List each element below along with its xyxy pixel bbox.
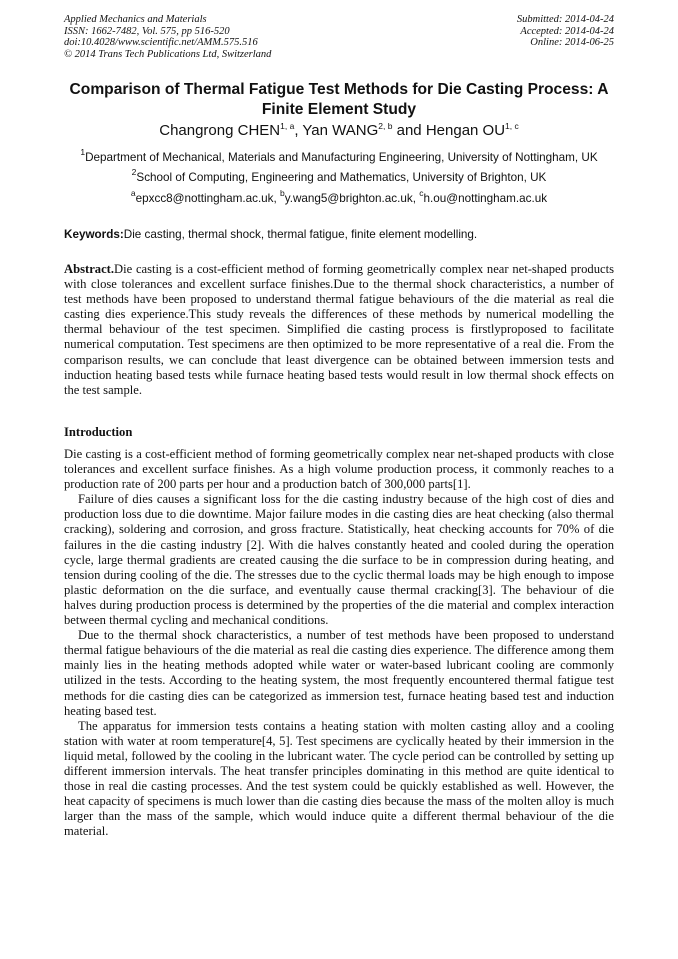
journal-doi: doi:10.4028/www.scientific.net/AMM.575.516 <box>64 37 258 49</box>
author-name: Changrong CHEN <box>159 122 281 139</box>
author-superscript: 1, a <box>280 121 295 131</box>
abstract <box>64 262 614 398</box>
body-paragraph: The apparatus for immersion tests contains a heating station with molten casting alloy and a cooling station with water at room temperature[4, 5]. Test specimens are cyclically heated by their immersion in the liquid metal, followed by the cooling in the lubricant water. The cycle period can be controlled by setting up different immersion intervals. The heat transfer principles dominating in this method are quite identical to those in real die casting processes. And the test system could be quickly established as well. However, the heat capacity of specimens is much lower than die casting dies because the mass of the molten alloy is much larger than the mass of the sample, which would induce quite a different thermal behaviour of the die material. <box>64 718 614 839</box>
author-superscript: 2, b <box>378 121 393 131</box>
journal-copyright: © 2014 Trans Tech Publications Ltd, Switzerland <box>64 48 272 60</box>
abstract-label: Abstract. <box>64 262 115 276</box>
paper-title: Comparison of Thermal Fatigue Test Methods for Die Casting Process: A Finite Element Study <box>69 81 609 118</box>
abstract-text: Die casting is a cost-efficient method of forming geometrically complex near net-shaped products with close tolerances and excellent surface finishes.Due to the thermal shock characteristics, a number of test methods have been proposed to understand thermal fatigue behaviours of the die material as real die casting dies experience.This study reveals the differences of these methods by numerical modelling the thermal behaviour of the test specimen. Simplified die casting process is firstlyproposed to facilitate numerical computation. Test specimens are then optimized to be more representative of a real die. From the comparison results, we can conclude that least divergence can be obtained between immersion tests and induction heating based tests while furnace heating based tests would result in low thermal shock effects on the test sample. <box>64 262 614 397</box>
email-text: y.wang5@brighton.ac.uk, <box>284 192 420 205</box>
affiliation-text: School of Computing, Engineering and Mathematics, University of Brighton, UK <box>136 171 547 184</box>
author-list <box>40 121 638 141</box>
author-superscript: 1, c <box>505 121 519 131</box>
keywords <box>64 228 616 242</box>
email-superscript: b <box>280 188 285 198</box>
email-superscript: c <box>419 188 424 198</box>
body-paragraph: Due to the thermal shock characteristics, a number of test methods have been proposed to understand thermal fatigue behaviours of the die material as real die casting dies experience. The difference among them mainly lies in the heating methods adopted while water or water-based lubricant cooling are commonly utilized in the tests. According to the heating system, the most frequently encountered thermal fatigue test methods for die casting dies can be categorized as immersion test, furnace heating based test and induction heating based test. <box>64 628 614 718</box>
affiliation-1 <box>40 147 638 166</box>
journal-issn: ISSN: 1662-7482, Vol. 575, pp 516-520 <box>64 25 230 37</box>
author-emails <box>40 188 638 207</box>
affiliation-2 <box>40 167 638 186</box>
date-online: Online: 2014-06-25 <box>530 37 614 49</box>
email-superscript: a <box>130 188 136 198</box>
author-separator: and <box>392 122 426 139</box>
section-heading-introduction: Introduction <box>64 425 133 439</box>
author-separator: , <box>294 122 303 139</box>
journal-name: Applied Mechanics and Materials <box>64 14 207 25</box>
journal-info <box>64 14 384 60</box>
date-accepted: Accepted: 2014-04-24 <box>520 25 614 37</box>
publication-dates <box>394 14 614 49</box>
body-paragraph: Failure of dies causes a significant loss for the die casting industry because of the high cost of dies and production loss due to die downtime. Major failure modes in die casting dies are heat checking (also thermal cracking), soldering and corrosion, and gross fracture. Statistically, heat checking accounts for 70% of die failures in the die casting industry [2]. With die halves constantly heated and cooled during the operation cycle, large thermal gradients are created causing the die surface to be in compression during heating, and tension during cooling of the die. The stresses due to the cyclic thermal loads may be high enough to impose plastic deformation on the die surface, and eventually cause thermal cracking[3]. The behaviour of die halves during production process is determined by the properties of the die material and complex interaction between thermal cycling and mechanical conditions. <box>64 492 614 628</box>
keywords-text: Die casting, thermal shock, thermal fatigue, finite element modelling. <box>123 228 478 241</box>
affiliation-superscript: 1 <box>80 147 86 157</box>
author-name: Yan WANG <box>302 122 379 139</box>
body-paragraph: Die casting is a cost-efficient method of forming geometrically complex near net-shaped products with close tolerances and excellent surface finishes. As a high volume production process, it commonly reaches to a production rate of 200 parts per hour and a production batch of 300,000 parts[1]. <box>64 447 614 492</box>
author-name: Hengan OU <box>425 122 506 139</box>
keywords-label: Keywords: <box>64 228 124 241</box>
date-submitted: Submitted: 2014-04-24 <box>516 14 614 25</box>
affiliation-superscript: 2 <box>131 167 137 177</box>
email-text: epxcc8@nottingham.ac.uk, <box>135 192 281 205</box>
introduction-body <box>64 447 614 839</box>
affiliation-text: Department of Mechanical, Materials and Manufacturing Engineering, University of Nottingham, UK <box>85 151 598 164</box>
email-text: h.ou@nottingham.ac.uk <box>423 192 548 205</box>
